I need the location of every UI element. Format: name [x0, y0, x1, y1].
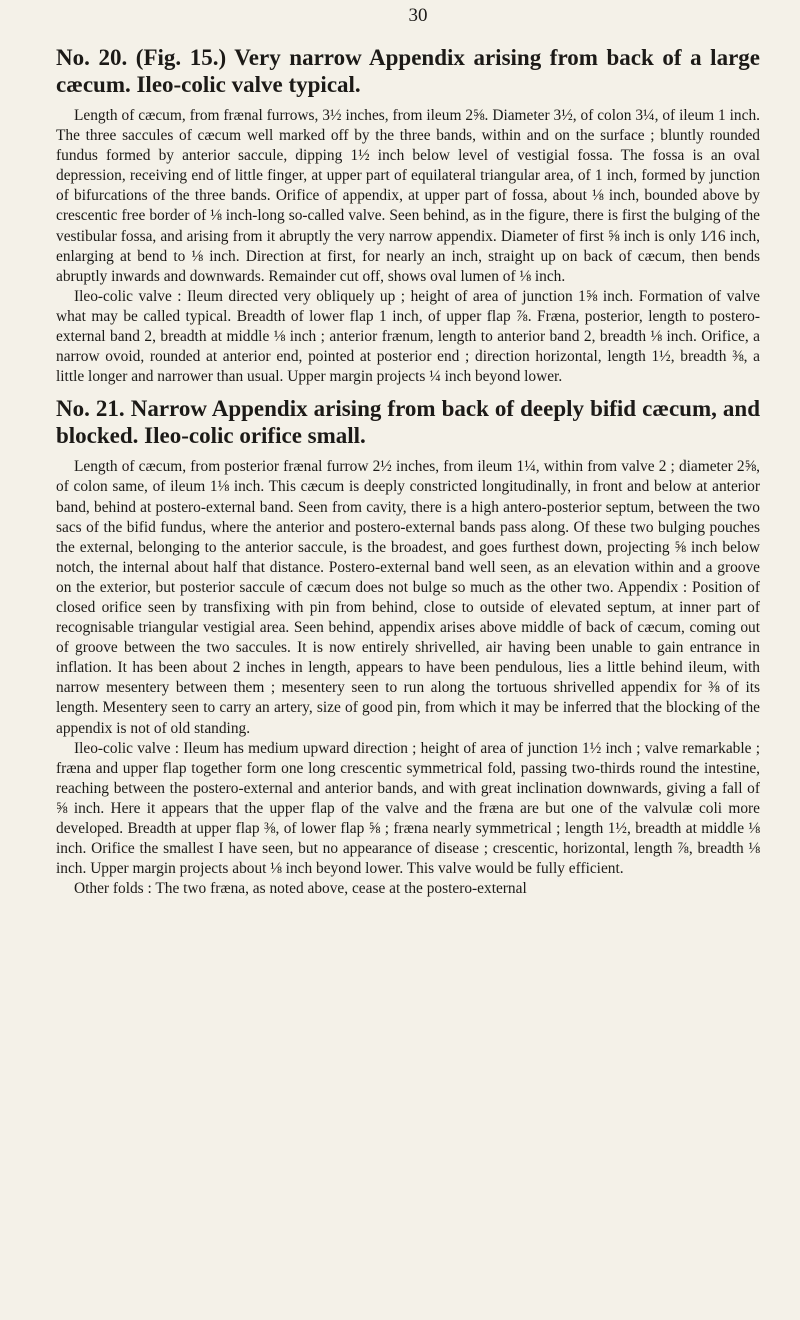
section-heading: No. 20. (Fig. 15.) Very narrow Appendix arising from back of a large cæcum. Ileo-colic valve typical. [56, 45, 760, 97]
case-section-20 [56, 44, 760, 387]
case-section-21 [56, 395, 760, 899]
paragraph: Length of cæcum, from frænal furrows, 3½ inches, from ileum 2⅝. Diameter 3½, of colon 3¼, of ileum 1 inch. The three saccules of cæcum well marked off by the three bands, within and on the surface ; bluntly rounded fundus formed by anterior saccule, dipping 1½ inch below level of vestigial fossa. The fossa is an oval depression, receiving end of little finger, at upper part of equilateral triangular area, of 1 inch, formed by junction of bifurcations of the three bands. Orifice of appendix, at upper part of fossa, about ⅛ inch, bounded above by crescentic free border of ⅛ inch-long so-called valve. Seen behind, as in the figure, there is first the bulging of the vestibular fossa, and arising from it abruptly the very narrow appendix. Diameter of first ⅝ inch is only 1⁄16 inch, enlarging at bend to ⅛ inch. Direction at first, for nearly an inch, straight up on back of cæcum, then bends abruptly inwards and downwards. Remainder cut off, shows oval lumen of ⅛ inch. [56, 107, 760, 285]
page-number: 30 [408, 5, 428, 26]
paragraph: Length of cæcum, from posterior frænal furrow 2½ inches, from ileum 1¼, within from valve 2 ; diameter 2⅝, of colon same, of ileum 1⅛ inch. This cæcum is deeply constricted longitudinally, in front and below at anterior band, behind at postero-external band. Seen from cavity, there is a high antero-posterior septum, between the two sacs of the bifid fundus, where the anterior and postero-external bands pass along. Of these two bulging pouches the external, belonging to the anterior saccule, is the broadest, and goes furthest down, projecting ⅝ inch below notch, the internal about half that distance. Postero-external band well seen, as an elevation within and a groove on the exterior, but posterior saccule of cæcum does not bulge so much as the other two. Appendix : Position of closed orifice seen by transfixing with pin from behind, close to outside of elevated septum, at inner part of recognisable triangular vestigial area. Seen behind, appendix arises above middle of back of cæcum, coming out of groove between the two saccules. It is now entirely shrivelled, air having been unable to gain entrance in inflation. It has been about 2 inches in length, appears to have been pendulous, lies a little behind ileum, with narrow mesentery between them ; mesentery seen to run along the tortuous shrivelled appendix for ⅜ of its length. Mesentery seen to carry an artery, size of good pin, from which it may be inferred that the blocking of the appendix is not of old standing. [56, 458, 760, 737]
section-heading: No. 21. Narrow Appendix arising from back of deeply bifid cæcum, and blocked. Ileo-colic orifice small. [56, 396, 760, 449]
paragraph: Ileo-colic valve : Ileum directed very obliquely up ; height of area of junction 1⅝ inch. Formation of valve what may be called typical. Breadth of lower flap 1 inch, of upper flap ⅞. Fræna, posterior, length to postero-external band 2, breadth at middle ⅛ inch ; anterior frænum, length to anterior band 2, breadth ⅛ inch. Orifice, a narrow ovoid, rounded at anterior end, pointed at posterior end ; direction horizontal, length 1½, breadth ⅜, a little longer and narrower than usual. Upper margin projects ¼ inch beyond lower. [56, 287, 760, 386]
paragraph: Ileo-colic valve : Ileum has medium upward direction ; height of area of junction 1½ inch ; valve remarkable ; fræna and upper flap together form one long crescentic symmetrical fold, passing two-thirds round the intestine, reaching between the postero-external and anterior bands, and with great inclination downwards, giving a fall of ⅝ inch. Here it appears that the upper flap of the valve and the fræna are but one of the valvulæ coli more developed. Breadth at upper flap ⅜, of lower flap ⅝ ; fræna nearly symmetrical ; length 1½, breadth at middle ⅛ inch. Orifice the smallest I have seen, but no appearance of disease ; crescentic, horizontal, length ⅞, breadth ⅛ inch. Upper margin projects about ⅛ inch beyond lower. This valve would be fully efficient. [56, 739, 760, 878]
paragraph: Other folds : The two fræna, as noted above, cease at the postero-external [74, 880, 527, 898]
